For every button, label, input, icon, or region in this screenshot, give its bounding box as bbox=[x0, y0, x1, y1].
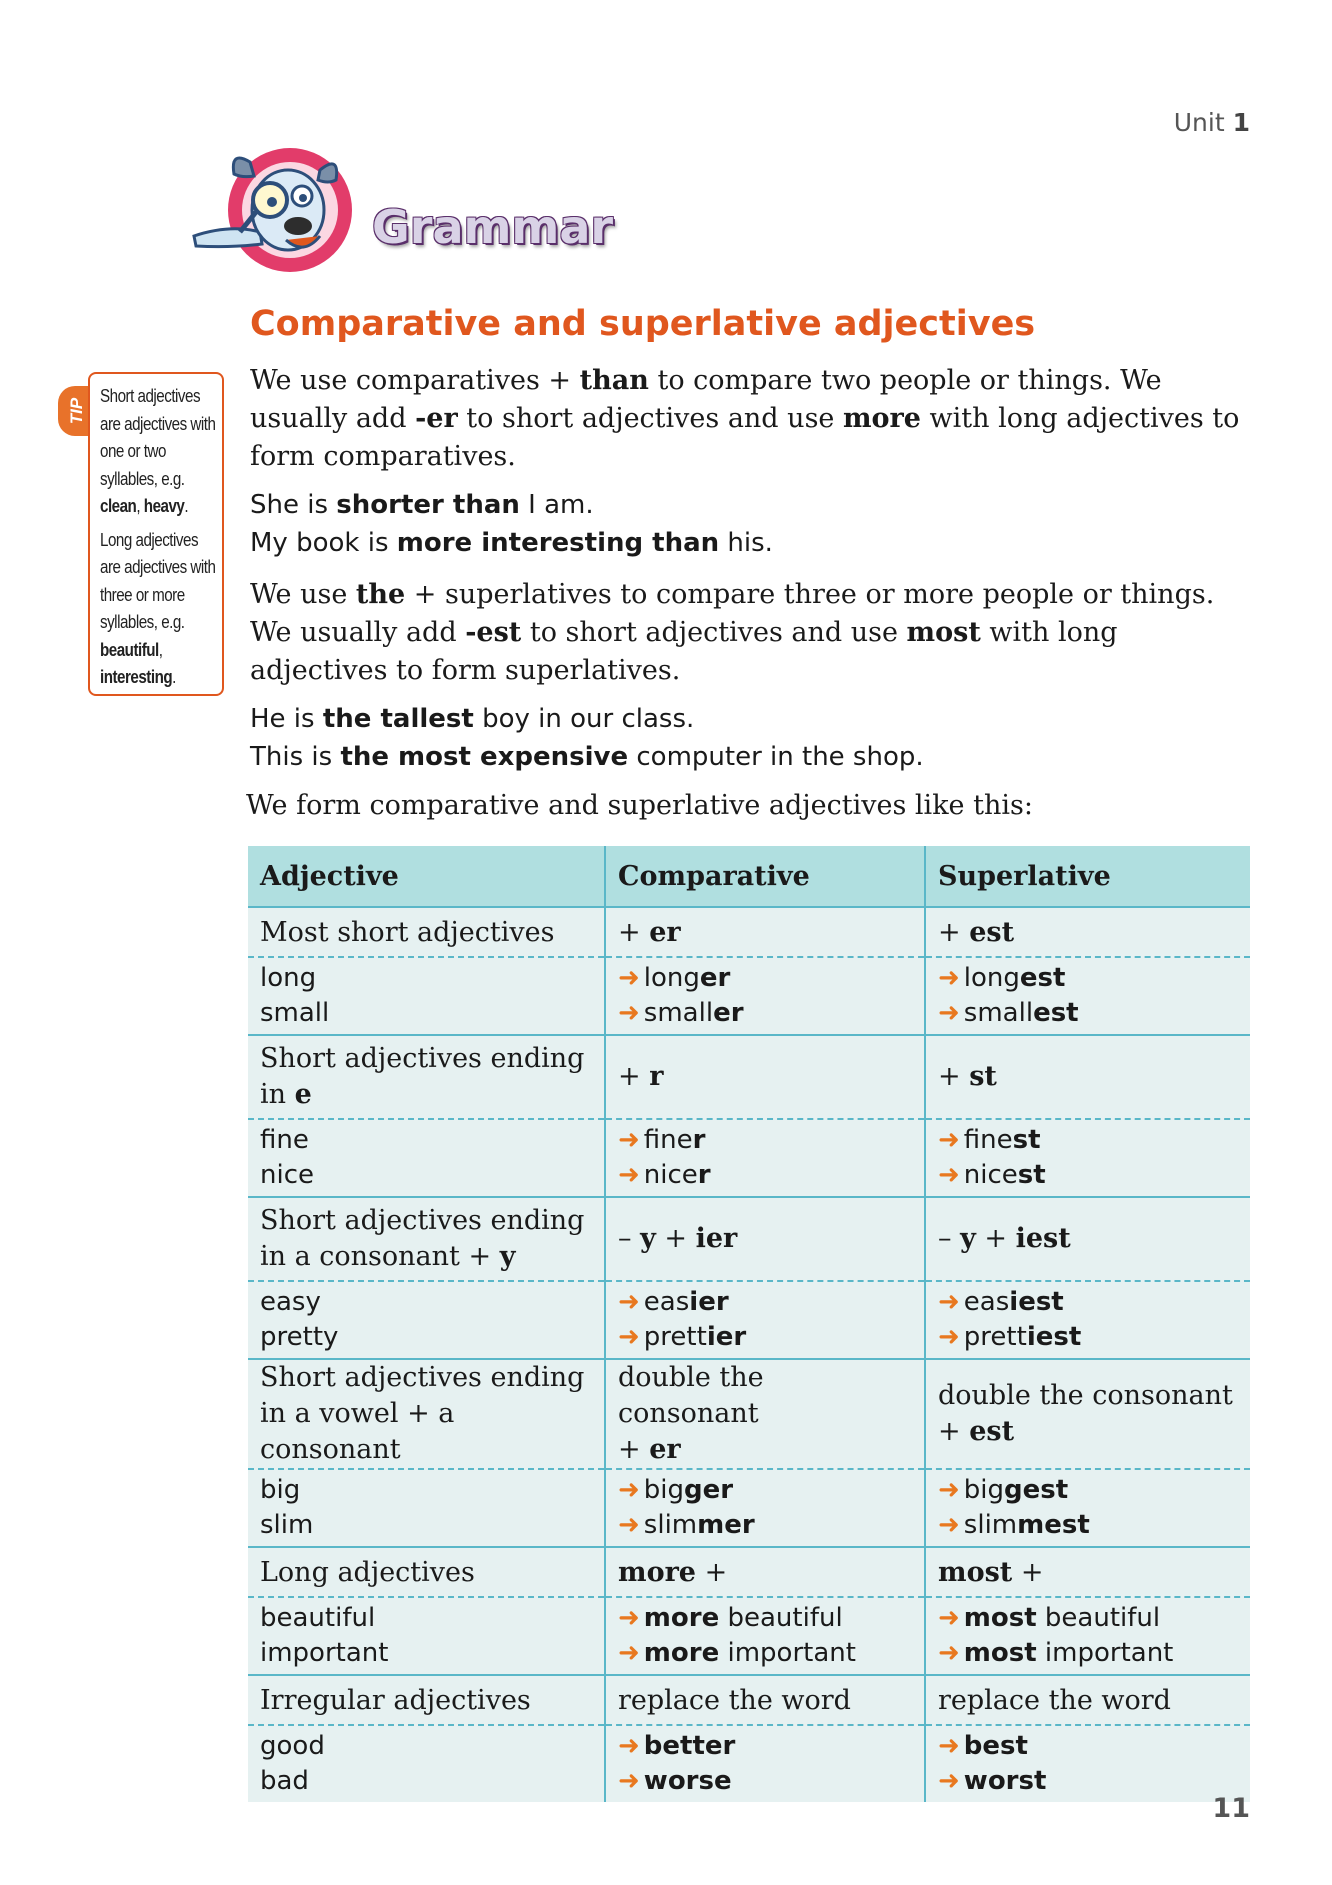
example-sentence: This is the most expensive computer in the shop. bbox=[250, 742, 924, 772]
arrow-icon: ➜ bbox=[938, 1475, 960, 1505]
arrow-icon: ➜ bbox=[938, 1160, 960, 1190]
example-cell: ➜ better ➜ worse bbox=[605, 1725, 925, 1802]
rule-cell: Short adjectives ending in e bbox=[248, 1035, 605, 1119]
unit-text: Unit bbox=[1173, 108, 1225, 137]
example-sentence: He is the tallest boy in our class. bbox=[250, 704, 695, 734]
rule-cell: replace the word bbox=[605, 1675, 925, 1725]
example-cell: long small bbox=[248, 957, 605, 1035]
arrow-icon: ➜ bbox=[618, 1287, 640, 1317]
arrow-icon: ➜ bbox=[618, 1125, 640, 1155]
arrow-icon: ➜ bbox=[938, 1766, 960, 1796]
unit-label bbox=[1174, 108, 1250, 137]
example-cell: ➜ best ➜ worst bbox=[925, 1725, 1250, 1802]
table-row bbox=[248, 1675, 1250, 1725]
example-cell: ➜ finest ➜ nicest bbox=[925, 1119, 1250, 1197]
table-row bbox=[248, 1469, 1250, 1547]
example-cell: ➜ bigger ➜ slimmer bbox=[605, 1469, 925, 1547]
example-cell: ➜ most beautiful ➜ most important bbox=[925, 1597, 1250, 1675]
rule-cell: most + bbox=[925, 1547, 1250, 1597]
arrow-icon: ➜ bbox=[618, 1731, 640, 1761]
example-cell: ➜ longest ➜ smallest bbox=[925, 957, 1250, 1035]
explanation bbox=[250, 362, 1250, 790]
example-cell: ➜ biggest ➜ slimmest bbox=[925, 1469, 1250, 1547]
rule-cell: double the consonant + er bbox=[605, 1359, 925, 1469]
arrow-icon: ➜ bbox=[938, 1322, 960, 1352]
arrow-icon: ➜ bbox=[618, 1510, 640, 1540]
superlative-examples bbox=[250, 700, 1250, 776]
table-row bbox=[248, 1035, 1250, 1119]
rule-cell: – y + iest bbox=[925, 1197, 1250, 1281]
tip-text: Long adjectives are adjectives with three or more syllables, e.g. bbox=[100, 528, 216, 632]
rule-cell: Short adjectives ending in a consonant + y bbox=[248, 1197, 605, 1281]
table-row bbox=[248, 957, 1250, 1035]
example-cell: fine nice bbox=[248, 1119, 605, 1197]
example-cell: ➜ easiest ➜ prettiest bbox=[925, 1281, 1250, 1359]
tip-badge bbox=[58, 386, 92, 436]
tip-example: beautiful bbox=[100, 638, 159, 660]
table-row bbox=[248, 1119, 1250, 1197]
arrow-icon: ➜ bbox=[618, 1638, 640, 1668]
arrow-icon: ➜ bbox=[938, 963, 960, 993]
table-intro: We form comparative and superlative adjectives like this: bbox=[246, 790, 1033, 821]
arrow-icon: ➜ bbox=[938, 1287, 960, 1317]
rule-cell: replace the word bbox=[925, 1675, 1250, 1725]
magnifier-dog-icon bbox=[190, 140, 370, 280]
rule-cell: Short adjectives ending in a vowel + a consonant bbox=[248, 1359, 605, 1469]
rule-cell: Irregular adjectives bbox=[248, 1675, 605, 1725]
arrow-icon: ➜ bbox=[938, 1510, 960, 1540]
example-sentence: She is shorter than I am. bbox=[250, 490, 594, 520]
comparative-examples bbox=[250, 486, 1250, 562]
tip-example: heavy bbox=[143, 495, 185, 516]
example-cell: ➜ finer ➜ nicer bbox=[605, 1119, 925, 1197]
table-row bbox=[248, 1197, 1250, 1281]
unit-number: 1 bbox=[1232, 108, 1250, 137]
table-row bbox=[248, 1597, 1250, 1675]
example-cell: beautiful important bbox=[248, 1597, 605, 1675]
rule-cell: Long adjectives bbox=[248, 1547, 605, 1597]
arrow-icon: ➜ bbox=[938, 1125, 960, 1155]
adjective-table bbox=[248, 846, 1250, 1802]
rule-cell: + r bbox=[605, 1035, 925, 1119]
table-row bbox=[248, 1281, 1250, 1359]
table-row bbox=[248, 1359, 1250, 1469]
rule-cell: Most short adjectives bbox=[248, 907, 605, 957]
rule-cell: + est bbox=[925, 907, 1250, 957]
table-header bbox=[248, 846, 1250, 907]
arrow-icon: ➜ bbox=[618, 1160, 640, 1190]
arrow-icon: ➜ bbox=[618, 963, 640, 993]
page-number: 11 bbox=[1212, 1793, 1250, 1824]
tip-text: Short adjectives are adjectives with one or two syllables, e.g. bbox=[100, 385, 216, 489]
rule-cell: + er bbox=[605, 907, 925, 957]
rule-cell: double the consonant + est bbox=[925, 1359, 1250, 1469]
arrow-icon: ➜ bbox=[618, 1766, 640, 1796]
tip-sep: , bbox=[136, 495, 141, 516]
header-comparative: Comparative bbox=[605, 846, 925, 907]
tip-paragraph-2 bbox=[100, 526, 216, 691]
arrow-icon: ➜ bbox=[618, 998, 640, 1028]
arrow-icon: ➜ bbox=[618, 1322, 640, 1352]
arrow-icon: ➜ bbox=[938, 1731, 960, 1761]
rule-cell: – y + ier bbox=[605, 1197, 925, 1281]
arrow-icon: ➜ bbox=[938, 1638, 960, 1668]
tip-paragraph-1 bbox=[100, 382, 216, 520]
tip-sep: . bbox=[172, 666, 176, 687]
table-row bbox=[248, 1547, 1250, 1597]
tip-box bbox=[88, 372, 224, 696]
section-heading: Grammar bbox=[372, 200, 614, 254]
tip-sep: . bbox=[184, 495, 189, 516]
example-cell: big slim bbox=[248, 1469, 605, 1547]
tip-example: clean bbox=[100, 495, 137, 516]
rule-cell: + st bbox=[925, 1035, 1250, 1119]
example-cell: ➜ easier ➜ prettier bbox=[605, 1281, 925, 1359]
example-cell: ➜ more beautiful ➜ more important bbox=[605, 1597, 925, 1675]
table-row bbox=[248, 907, 1250, 957]
header-superlative: Superlative bbox=[925, 846, 1250, 907]
page-title: Comparative and superlative adjectives bbox=[250, 304, 1036, 344]
header-adjective: Adjective bbox=[248, 846, 605, 907]
tip-sep: , bbox=[158, 638, 163, 660]
tip-badge-label: TIP bbox=[67, 397, 87, 425]
example-cell: good bad bbox=[260, 1731, 325, 1796]
arrow-icon: ➜ bbox=[938, 1603, 960, 1633]
tip-example: interesting bbox=[100, 666, 173, 687]
rule-cell: more + bbox=[605, 1547, 925, 1597]
arrow-icon: ➜ bbox=[618, 1475, 640, 1505]
example-sentence: My book is more interesting than his. bbox=[250, 528, 773, 558]
table-row bbox=[248, 1725, 1250, 1802]
example-cell: easy pretty bbox=[248, 1281, 605, 1359]
paragraph-comparatives: We use comparatives + than to compare two people or things. We usually add -er to short adjectives and use more with long adjectives to form comparatives. bbox=[250, 365, 1240, 472]
paragraph-superlatives: We use the + superlatives to compare three or more people or things. We usually add -est to short adjectives and use most with long adjectives to form superlatives. bbox=[250, 579, 1215, 686]
arrow-icon: ➜ bbox=[618, 1603, 640, 1633]
example-cell: ➜ longer ➜ smaller bbox=[605, 957, 925, 1035]
arrow-icon: ➜ bbox=[938, 998, 960, 1028]
